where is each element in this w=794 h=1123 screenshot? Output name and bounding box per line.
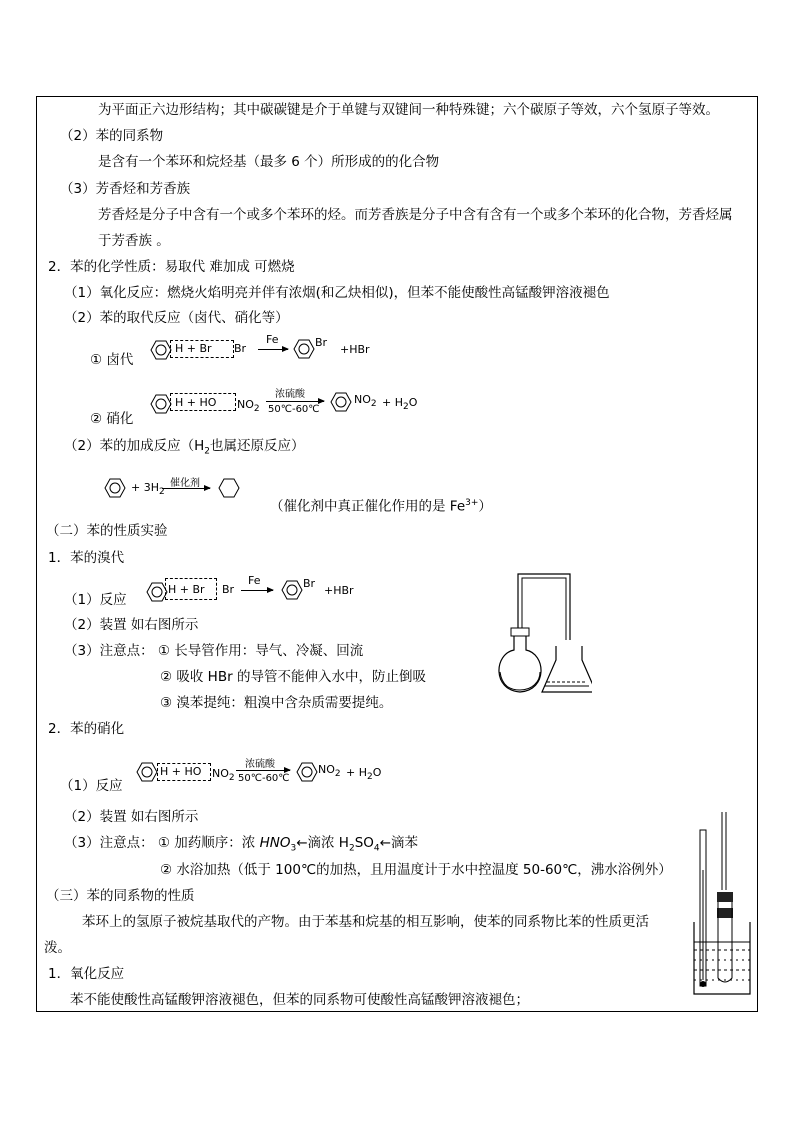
text-line: ② 硝化 — [90, 411, 134, 427]
condition-label: 浓硫酸 — [275, 389, 305, 400]
product-label: $NO_2$ — [354, 393, 377, 410]
text-line: （3）注意点： ① 长导管作用：导气、冷凝、回流 — [64, 643, 364, 659]
section-heading: 2．苯的硝化 — [48, 721, 125, 737]
section-heading: 1．苯的溴代 — [48, 550, 125, 566]
text-line: （1）反应 — [60, 778, 123, 794]
product-label: + $H_2O$ — [382, 396, 418, 413]
condition-label: 50℃-60℃ — [268, 404, 320, 415]
text-line: 苯不能使酸性高锰酸钾溶液褪色，但苯的同系物可使酸性高锰酸钾溶液褪色； — [70, 992, 529, 1008]
reactant-label: + $3H_2$ — [131, 481, 165, 498]
text-line: （1）反应 — [64, 592, 127, 608]
text-line: （1）氧化反应：燃烧火焰明亮并伴有浓烟(和乙炔相似)，但苯不能使酸性高锰酸钾溶液褪色 — [64, 285, 610, 301]
product-label: +HBr — [324, 584, 354, 597]
product-label: +HBr — [340, 343, 370, 356]
text-line: 于芳香族 。 — [98, 233, 170, 249]
benzene-ring-icon — [150, 394, 172, 414]
text-line: ③ 溴苯提纯：粗溴中含杂质需要提纯。 — [160, 695, 393, 711]
product-label: Br — [315, 336, 328, 349]
reactant-label: H + HO — [175, 396, 217, 409]
reaction-arrow — [258, 349, 288, 350]
section-heading: 1．氧化反应 — [48, 966, 125, 982]
text-line: 芳香烃是分子中含有一个或多个苯环的烃。而芳香族是分子中含有含有一个或多个苯环的化合物，芳香烃属 — [98, 207, 733, 223]
benzene-ring-icon — [281, 580, 303, 600]
product-label: $NO_2$ — [318, 763, 341, 780]
text-line: 苯环上的氢原子被烷基取代的产物。由于苯基和烷基的相互影响，使苯的同系物比苯的性质更活 — [82, 914, 649, 930]
benzene-ring-icon — [293, 339, 315, 359]
reaction-arrow — [162, 488, 210, 489]
nitration-apparatus-diagram — [690, 810, 756, 1000]
text-line: 为平面正六边形结构；其中碳碳键是介于单键与双键间一种特殊键；六个碳原子等效，六个氢原子等效。 — [98, 102, 719, 118]
section-heading: （3）芳香烃和芳香族 — [60, 181, 191, 197]
reaction-arrow — [236, 770, 290, 771]
text-line: 泼。 — [44, 940, 71, 956]
reactant-label: H + HO — [160, 765, 202, 778]
reaction-arrow — [241, 590, 273, 591]
text-line: （2）苯的取代反应（卤代、硝化等） — [64, 310, 289, 326]
catalyst-label: Fe — [248, 574, 261, 587]
product-label: + $H_2O$ — [346, 766, 382, 783]
condition-label: 50℃-60℃ — [238, 773, 290, 784]
benzene-ring-icon — [104, 478, 126, 498]
section-heading: （三）苯的同系物的性质 — [46, 888, 195, 904]
text-line: （2）装置 如右图所示 — [64, 617, 199, 633]
benzene-ring-icon — [296, 762, 318, 782]
catalyst-label: Fe — [266, 333, 279, 346]
reactant-label: H + Br — [175, 342, 212, 355]
text-line: （3）注意点： ① 加药顺序：浓 $HNO_3\leftarrow$滴浓 $H_2SO_4\leftarrow$滴苯 — [64, 835, 418, 854]
text-line: （2）装置 如右图所示 — [64, 809, 199, 825]
reactant-label: $NO_2$ — [212, 767, 235, 784]
reaction-arrow — [266, 401, 324, 402]
text-line: ② 吸收 HBr 的导管不能伸入水中，防止倒吸 — [160, 669, 426, 685]
text-line: （2）苯的加成反应（$H_2$也属还原反应） — [64, 438, 305, 457]
reactant-label: H + Br — [168, 583, 205, 596]
benzene-ring-icon — [136, 762, 158, 782]
text-line: ① 卤代 — [90, 352, 134, 368]
section-heading: （2）苯的同系物 — [60, 128, 164, 144]
text-line: ② 水浴加热（低于 100℃的加热，且用温度计于水中控温度 50-60℃，沸水浴例外） — [160, 862, 672, 878]
reactant-label: Br — [222, 583, 235, 596]
benzene-ring-icon — [330, 392, 352, 412]
section-heading: 2．苯的化学性质：易取代 难加成 可燃烧 — [48, 259, 295, 275]
reactant-label: $NO_2$ — [237, 398, 260, 415]
product-label: Br — [303, 577, 316, 590]
condition-label: 浓硫酸 — [245, 759, 275, 770]
text-line: 是含有一个苯环和烷烃基（最多 6 个）所形成的的化合物 — [98, 154, 440, 170]
catalyst-label: 催化剂 — [170, 478, 200, 489]
reactant-label: Br — [234, 342, 247, 355]
bromination-apparatus-diagram — [488, 568, 592, 704]
section-heading: （二）苯的性质实验 — [46, 523, 168, 539]
text-line: （催化剂中真正催化作用的是 $Fe^{3+}$） — [270, 498, 492, 515]
benzene-ring-icon — [150, 340, 172, 360]
cyclohexane-ring-icon — [218, 478, 240, 498]
